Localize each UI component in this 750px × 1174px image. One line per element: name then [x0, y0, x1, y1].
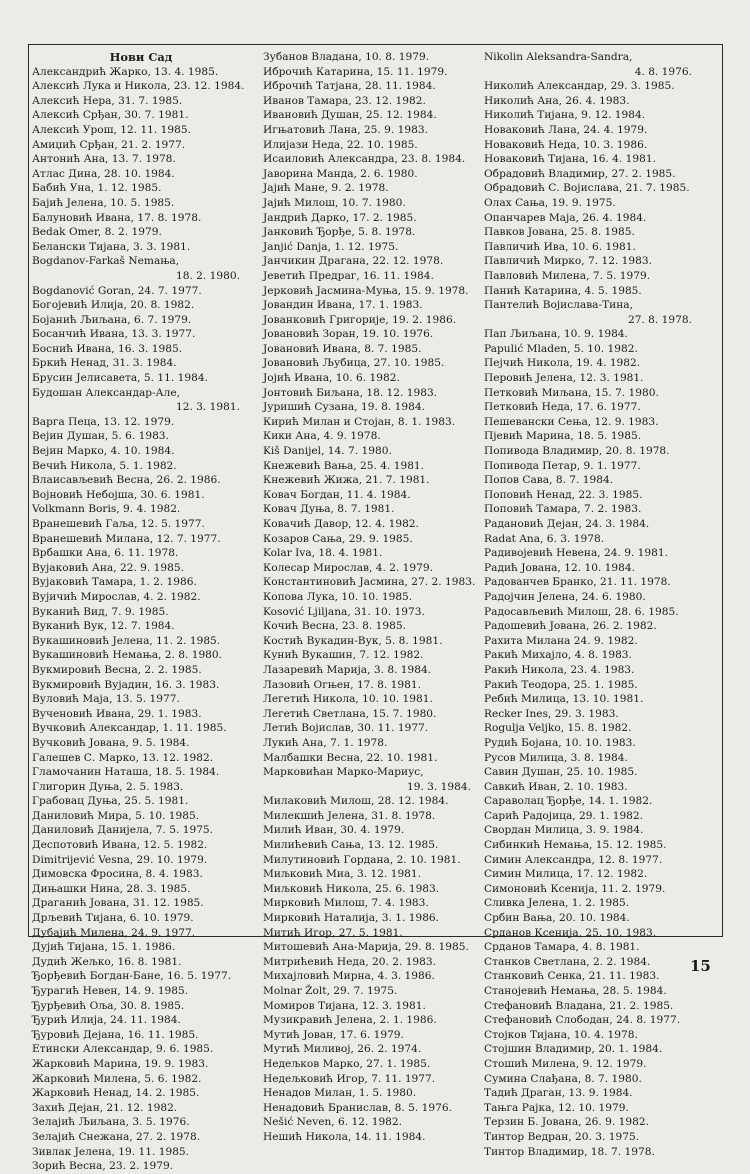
- list-entry: Bogdanović Goran, 24. 7. 1977.: [32, 284, 202, 297]
- list-entry: Вејин Душан, 5. 6. 1983.: [32, 430, 169, 443]
- list-entry: Нешић Никола, 14. 11. 1984.: [263, 1130, 426, 1143]
- list-entry: Врбашки Ана, 6. 11. 1978.: [32, 547, 179, 560]
- list-entry: Терзин Б. Јована, 26. 9. 1982.: [484, 1116, 649, 1129]
- list-entry: Алексић Лука и Никола, 23. 12. 1984.: [32, 80, 245, 93]
- list-entry: Атлас Дина, 28. 10. 1984.: [32, 167, 175, 180]
- list-entry: Ђорђевић Богдан-Бане, 16. 5. 1977.: [32, 970, 232, 983]
- list-entry: Павловић Милена, 7. 5. 1979.: [484, 269, 651, 282]
- list-entry: Захић Дејан, 21. 12. 1982.: [32, 1101, 178, 1114]
- list-entry: Станков Светлана, 2. 2. 1984.: [484, 955, 651, 968]
- list-entry: Попивода Петар, 9. 1. 1977.: [484, 459, 641, 472]
- list-entry: Миљковић Никола, 25. 6. 1983.: [263, 882, 440, 895]
- list-entry: Галешев С. Марко, 13. 12. 1982.: [32, 751, 214, 764]
- list-entry: Вуканић Вук, 12. 7. 1984.: [32, 620, 175, 633]
- list-entry: Недељковић Игор, 7. 11. 1977.: [263, 1072, 436, 1085]
- list-entry: Сарић Радојица, 29. 1. 1982.: [484, 809, 644, 822]
- list-entry: Лукић Ана, 7. 1. 1978.: [263, 736, 388, 749]
- list-entry: Исаиловић Александра, 23. 8. 1984.: [263, 153, 466, 166]
- list-entry: Molnar Žolt, 29. 7. 1975.: [263, 985, 398, 997]
- list-entry: Радановић Дејан, 24. 3. 1984.: [484, 518, 650, 530]
- list-entry: Ђурђевић Оља, 30. 8. 1985.: [32, 999, 185, 1012]
- list-entry: Србин Вања, 20. 10. 1984.: [484, 912, 630, 925]
- list-entry: Kosović Ljiljana, 31. 10. 1973.: [263, 605, 425, 618]
- list-entry: Ракић Никола, 23. 4. 1983.: [484, 663, 635, 676]
- list-entry: Мирковић Милош, 7. 4. 1983.: [263, 897, 429, 910]
- list-entry: Papulić Mladen, 5. 10. 1982.: [484, 342, 638, 355]
- list-entry: Иванов Тамара, 23. 12. 1982.: [263, 94, 426, 107]
- list-entry: Стошић Милена, 9. 12. 1979.: [484, 1057, 647, 1070]
- list-entry: Ђуровић Дејана, 16. 11. 1985.: [32, 1028, 199, 1041]
- list-entry: Глигорин Дуња, 2. 5. 1983.: [32, 780, 184, 793]
- list-entry: Лазовић Огњен, 17. 8. 1981.: [263, 678, 421, 691]
- list-entry: Драганић Јована, 31. 12. 1985.: [32, 897, 204, 910]
- list-entry: Зивлак Јелена, 19. 11. 1985.: [32, 1145, 190, 1158]
- list-entry: Влаисављевић Весна, 26. 2. 1986.: [32, 474, 221, 487]
- list-entry: Панић Катарина, 4. 5. 1985.: [484, 284, 642, 297]
- list-entry: Тадић Драган, 13. 9. 1984.: [484, 1087, 633, 1100]
- list-entry: Петковић Миљана, 15. 7. 1980.: [484, 386, 659, 399]
- list-entry: Ђурић Илија, 24. 11. 1984.: [32, 1014, 181, 1027]
- list-entry: Иброчић Катарина, 15. 11. 1979.: [263, 65, 448, 78]
- list-entry: Рахита Милана 24. 9. 1982.: [484, 634, 638, 647]
- list-entry: Стојков Тијана, 10. 4. 1978.: [484, 1028, 638, 1041]
- list-entry: Белански Тијана, 3. 3. 1981.: [32, 240, 191, 253]
- list-entry: Станковић Сенка, 21. 11. 1983.: [484, 970, 660, 983]
- list-entry: Бајић Јелена, 10. 5. 1985.: [32, 196, 175, 209]
- list-entry: Опанчарев Маја, 26. 4. 1984.: [484, 211, 647, 224]
- list-entry: Јаворина Манда, 2. 6. 1980.: [263, 167, 418, 180]
- list-entry: Rogulja Veljko, 15. 8. 1982.: [484, 722, 632, 735]
- list-entry: Вујаковић Ана, 22. 9. 1985.: [32, 561, 184, 574]
- list-entry: Митрићевић Неда, 20. 2. 1983.: [263, 955, 437, 968]
- page-number: 15: [690, 957, 711, 975]
- list-entry: Вуловић Маја, 13. 5. 1977.: [32, 693, 180, 706]
- list-entry: Игњатовић Лана, 25. 9. 1983.: [263, 123, 428, 136]
- list-entry: Савин Душан, 25. 10. 1985.: [484, 766, 638, 779]
- list-entry: Сибинкић Немања, 15. 12. 1985.: [484, 839, 667, 852]
- list-entry: Nikolin Aleksandra-Sandra,: [484, 51, 633, 63]
- list-entry: Лазаревић Марија, 3. 8. 1984.: [263, 663, 432, 676]
- list-entry: Миљковић Миа, 3. 12. 1981.: [263, 868, 422, 881]
- list-entry: Војновић Небојша, 30. 6. 1981.: [32, 488, 205, 501]
- list-entry: Ђурагић Невен, 14. 9. 1985.: [32, 985, 189, 997]
- list-entry: Тањга Рајка, 12. 10. 1979.: [484, 1101, 629, 1114]
- list-entry: Даниловић Мира, 5. 10. 1985.: [32, 809, 200, 822]
- list-entry: Ракић Михајло, 4. 8. 1983.: [484, 649, 632, 662]
- list-entry: Пејчић Никола, 19. 4. 1982.: [484, 357, 641, 370]
- list-entry: Ракић Теодора, 25. 1. 1985.: [484, 678, 638, 691]
- list-entry: Recker Ines, 29. 3. 1983.: [484, 707, 619, 720]
- list-entry: Симин Милица, 17. 12. 1982.: [484, 868, 648, 881]
- list-entry: Volkmann Boris, 9. 4. 1982.: [32, 503, 181, 516]
- entry-continuation: 19. 3. 1984.: [406, 780, 471, 793]
- list-entry: Nešić Neven, 6. 12. 1982.: [263, 1116, 403, 1129]
- list-entry: Вучковић Јована, 9. 5. 1984.: [32, 736, 190, 749]
- list-entry: Етински Александар, 9. 6. 1985.: [32, 1043, 214, 1056]
- list-entry: Иброчић Татјана, 28. 11. 1984.: [263, 80, 436, 93]
- list-entry: Малбашки Весна, 22. 10. 1981.: [263, 751, 438, 764]
- list-entry: Јовановић Љубица, 27. 10. 1985.: [263, 357, 445, 370]
- list-entry: Кнежевић Вања, 25. 4. 1981.: [263, 459, 425, 472]
- list-entry: Обрадовић Владимир, 27. 2. 1985.: [484, 167, 676, 180]
- list-entry: Радивојевић Невена, 24. 9. 1981.: [484, 547, 669, 560]
- list-entry: Радошевић Јована, 26. 2. 1982.: [484, 620, 657, 633]
- list-entry: Ненадов Милан, 1. 5. 1980.: [263, 1087, 417, 1100]
- list-entry: Срданов Ксенија, 25. 10. 1983.: [484, 926, 657, 939]
- column-2: [263, 50, 481, 1145]
- list-entry: Кики Ана, 4. 9. 1978.: [263, 430, 381, 443]
- list-entry: Janjić Danja, 1. 12. 1975.: [263, 240, 399, 253]
- list-entry: Симин Александра, 12. 8. 1977.: [484, 853, 663, 866]
- list-entry: Ненадовић Бранислав, 8. 5. 1976.: [263, 1101, 452, 1114]
- list-entry: Поповић Тамара, 7. 2. 1983.: [484, 503, 642, 516]
- list-entry: Попивода Владимир, 20. 8. 1978.: [484, 445, 670, 458]
- list-entry: Жарковић Милена, 5. 6. 1982.: [32, 1072, 202, 1085]
- list-entry: Будошан Александар-Але,: [32, 386, 181, 399]
- list-entry: Јојић Ивана, 10. 6. 1982.: [263, 372, 400, 385]
- list-entry: Вечић Никола, 5. 1. 1982.: [32, 459, 177, 472]
- list-entry: Перовић Јелена, 12. 3. 1981.: [484, 372, 644, 385]
- list-entry: Kolar Iva, 18. 4. 1981.: [263, 547, 383, 560]
- list-entry: Грабовац Дуња, 25. 5. 1981.: [32, 795, 189, 808]
- list-entry: Јеветић Предраг, 16. 11. 1984.: [263, 269, 434, 282]
- list-entry: Кунић Вукашин, 7. 12. 1982.: [263, 649, 424, 662]
- list-entry: Бркић Ненад, 31. 3. 1984.: [32, 357, 177, 370]
- list-entry: Јовановић Ивана, 8. 7. 1985.: [263, 342, 422, 355]
- list-entry: Деспотовић Ивана, 12. 5. 1982.: [32, 839, 208, 852]
- list-entry: Вукмировић Весна, 2. 2. 1985.: [32, 663, 202, 676]
- list-entry: Сливка Јелена, 1. 2. 1985.: [484, 897, 630, 910]
- list-entry: Радојчин Јелена, 24. 6. 1980.: [484, 590, 646, 603]
- list-entry: Јанчикин Драгана, 22. 12. 1978.: [263, 255, 444, 268]
- list-entry: Радосављевић Милош, 28. 6. 1985.: [484, 605, 679, 618]
- list-entry: Козаров Сања, 29. 9. 1985.: [263, 532, 413, 545]
- list-entry: Стефановић Владана, 21. 2. 1985.: [484, 999, 674, 1012]
- list-entry: Рудић Бојана, 10. 10. 1983.: [484, 736, 636, 749]
- list-entry: Зелајић Љиљана, 3. 5. 1976.: [32, 1116, 190, 1129]
- list-entry: Богојевић Илија, 20. 8. 1982.: [32, 299, 195, 312]
- list-entry: Легетић Светлана, 15. 7. 1980.: [263, 707, 437, 720]
- list-entry: Николић Александар, 29. 3. 1985.: [484, 80, 675, 93]
- list-entry: Алексић Урош, 12. 11. 1985.: [32, 123, 191, 136]
- list-entry: Јонтовић Биљана, 18. 12. 1983.: [263, 386, 438, 399]
- list-entry: Летић Војислав, 30. 11. 1977.: [263, 722, 429, 735]
- entry-continuation: 4. 8. 1976.: [634, 65, 692, 78]
- list-entry: Вукмировић Вујадин, 16. 3. 1983.: [32, 678, 220, 691]
- list-entry: Ивановић Душан, 25. 12. 1984.: [263, 109, 437, 122]
- list-entry: Петковић Неда, 17. 6. 1977.: [484, 401, 641, 414]
- list-entry: Радић Јована, 12. 10. 1984.: [484, 561, 635, 574]
- list-entry: Bogdanov-Farkaš Nemaња,: [32, 255, 180, 268]
- column-3: [484, 50, 702, 1159]
- list-entry: Сараволац Ђорђе, 14. 1. 1982.: [484, 795, 653, 808]
- list-entry: Dimitrijević Vesna, 29. 10. 1979.: [32, 853, 208, 866]
- list-entry: Павков Јована, 25. 8. 1985.: [484, 226, 635, 239]
- list-entry: Вуканић Вид, 7. 9. 1985.: [32, 605, 169, 618]
- list-entry: Варга Пеца, 13. 12. 1979.: [32, 415, 175, 428]
- list-entry: Дудић Жељко, 16. 8. 1981.: [32, 955, 182, 968]
- list-entry: Срданов Тамара, 4. 8. 1981.: [484, 941, 640, 954]
- list-entry: Милутиновић Гордана, 2. 10. 1981.: [263, 853, 461, 866]
- list-entry: Дињашки Нина, 28. 3. 1985.: [32, 882, 191, 895]
- list-entry: Јајић Милош, 10. 7. 1980.: [263, 196, 406, 209]
- list-entry: Николић Ана, 26. 4. 1983.: [484, 94, 630, 107]
- list-entry: Димовска Фросина, 8. 4. 1983.: [32, 868, 203, 881]
- list-entry: Амиџић Срђан, 21. 2. 1977.: [32, 138, 186, 151]
- list-entry: Ковач Дуња, 8. 7. 1981.: [263, 503, 395, 516]
- list-entry: Костић Вукадин-Вук, 5. 8. 1981.: [263, 634, 443, 647]
- list-entry: Зелајић Снежана, 27. 2. 1978.: [32, 1130, 201, 1143]
- list-entry: Пантелић Војислава-Тина,: [484, 299, 633, 312]
- list-entry: Копова Лука, 10. 10. 1985.: [263, 590, 413, 603]
- list-entry: Зубанов Владана, 10. 8. 1979.: [263, 51, 430, 63]
- list-entry: Тинтор Ведран, 20. 3. 1975.: [484, 1130, 640, 1143]
- list-entry: Пешевански Сења, 12. 9. 1983.: [484, 415, 659, 428]
- list-entry: Јуришић Сузана, 19. 8. 1984.: [263, 401, 425, 414]
- list-entry: Митић Игор, 27. 5. 1981.: [263, 926, 403, 939]
- list-entry: Ковачић Давор, 12. 4. 1982.: [263, 518, 419, 530]
- list-entry: Боснић Ивана, 16. 3. 1985.: [32, 342, 183, 355]
- list-entry: Михајловић Мирна, 4. 3. 1986.: [263, 970, 435, 983]
- list-entry: Илијази Неда, 22. 10. 1985.: [263, 138, 418, 151]
- list-entry: Вујаковић Тамара, 1. 2. 1986.: [32, 576, 197, 589]
- list-entry: Вукашиновић Немања, 2. 8. 1980.: [32, 649, 223, 662]
- list-entry: Кочић Весна, 23. 8. 1985.: [263, 620, 406, 633]
- entry-continuation: 12. 3. 1981.: [175, 401, 240, 414]
- list-entry: Свордан Милица, 3. 9. 1984.: [484, 824, 644, 837]
- list-entry: Даниловић Данијела, 7. 5. 1975.: [32, 824, 214, 837]
- list-entry: Дрљевић Тијана, 6. 10. 1979.: [32, 912, 194, 925]
- list-entry: Музикравић Јелена, 2. 1. 1986.: [263, 1014, 437, 1027]
- list-entry: Милићевић Сања, 13. 12. 1985.: [263, 839, 439, 852]
- list-entry: Недељков Марко, 27. 1. 1985.: [263, 1057, 431, 1070]
- list-entry: Антонић Ана, 13. 7. 1978.: [32, 153, 176, 166]
- list-entry: Bedak Omer, 8. 2. 1979.: [32, 226, 162, 239]
- list-entry: Легетић Никола, 10. 10. 1981.: [263, 693, 433, 706]
- list-entry: Гламочанин Наташа, 18. 5. 1984.: [32, 766, 220, 779]
- list-entry: Митошевић Ана-Марија, 29. 8. 1985.: [263, 941, 469, 954]
- list-entry: Стефановић Слободан, 24. 8. 1977.: [484, 1014, 681, 1027]
- list-entry: Марковићан Марко-Мариус,: [263, 766, 424, 779]
- list-entry: Новаковић Лана, 24. 4. 1979.: [484, 123, 648, 136]
- list-entry: Дубајић Милена, 24. 9. 1977.: [32, 926, 196, 939]
- list-entry: Кнежевић Жижа, 21. 7. 1981.: [263, 474, 430, 487]
- list-entry: Radat Ana, 6. 3. 1978.: [484, 532, 605, 545]
- list-entry: Мирковић Наталија, 3. 1. 1986.: [263, 912, 440, 925]
- list-entry: Стојшин Владимир, 20. 1. 1984.: [484, 1043, 663, 1056]
- list-entry: Савкић Иван, 2. 10. 1983.: [484, 780, 628, 793]
- list-entry: Зорић Весна, 23. 2. 1979.: [32, 1160, 174, 1173]
- list-entry: Милекшић Јелена, 31. 8. 1978.: [263, 809, 436, 822]
- list-entry: Јованковић Григорије, 19. 2. 1986.: [263, 313, 457, 326]
- list-entry: Олах Сања, 19. 9. 1975.: [484, 196, 616, 209]
- list-entry: Мутић Јован, 17. 6. 1979.: [263, 1028, 404, 1041]
- list-entry: Милић Иван, 30. 4. 1979.: [263, 824, 405, 837]
- list-entry: Ковач Богдан, 11. 4. 1984.: [263, 488, 411, 501]
- list-entry: Николић Тијана, 9. 12. 1984.: [484, 109, 646, 122]
- list-entry: Вученовић Ивана, 29. 1. 1983.: [32, 707, 202, 720]
- list-entry: Јајић Мане, 9. 2. 1978.: [263, 182, 389, 195]
- list-entry: Русов Милица, 3. 8. 1984.: [484, 751, 628, 764]
- list-entry: Сумина Слађана, 8. 7. 1980.: [484, 1072, 642, 1085]
- list-entry: Вукашиновић Јелена, 11. 2. 1985.: [32, 634, 221, 647]
- list-entry: Новаковић Тијана, 16. 4. 1981.: [484, 153, 656, 166]
- list-entry: Дујић Тијана, 15. 1. 1986.: [32, 941, 176, 954]
- entry-continuation: 27. 8. 1978.: [627, 313, 692, 326]
- list-entry: Жарковић Марина, 19. 9. 1983.: [32, 1057, 209, 1070]
- list-entry: Бојанић Љиљана, 6. 7. 1979.: [32, 313, 192, 326]
- list-entry: Босанчић Ивана, 13. 3. 1977.: [32, 328, 196, 341]
- list-entry: Ребић Милица, 13. 10. 1981.: [484, 693, 644, 706]
- list-entry: Вранешевић Гаља, 12. 5. 1977.: [32, 518, 205, 530]
- list-entry: Поповић Ненад, 22. 3. 1985.: [484, 488, 643, 501]
- list-entry: Алексић Срђан, 30. 7. 1981.: [32, 109, 189, 122]
- list-entry: Вранешевић Милана, 12. 7. 1977.: [32, 532, 221, 545]
- list-entry: Вејин Марко, 4. 10. 1984.: [32, 445, 175, 458]
- entry-continuation: 18. 2. 1980.: [175, 269, 240, 282]
- list-entry: Симоновић Ксенија, 11. 2. 1979.: [484, 882, 666, 895]
- list-entry: Јанковић Ђорђе, 5. 8. 1978.: [263, 226, 416, 239]
- list-entry: Вујичић Мирослав, 4. 2. 1982.: [32, 590, 201, 603]
- list-entry: Алексић Нера, 31. 7. 1985.: [32, 94, 183, 107]
- list-entry: Милаковић Милош, 28. 12. 1984.: [263, 795, 449, 808]
- section-heading: Нови Сад: [109, 50, 173, 64]
- list-entry: Александрић Жарко, 13. 4. 1985.: [32, 65, 219, 78]
- list-entry: Попов Сава, 8. 7. 1984.: [484, 474, 614, 487]
- list-entry: Пап Љиљана, 10. 9. 1984.: [484, 328, 628, 341]
- list-entry: Новаковић Неда, 10. 3. 1986.: [484, 138, 648, 151]
- list-entry: Колесар Мирослав, 4. 2. 1979.: [263, 561, 433, 574]
- list-entry: Кирић Милан и Стојан, 8. 1. 1983.: [263, 415, 456, 428]
- column-1: [32, 50, 250, 1174]
- list-entry: Вучковић Александар, 1. 11. 1985.: [32, 722, 227, 735]
- list-entry: Обрадовић С. Војислава, 21. 7. 1985.: [484, 182, 690, 195]
- list-entry: Јовандин Ивана, 17. 1. 1983.: [263, 299, 423, 312]
- list-entry: Павличић Мирко, 7. 12. 1983.: [484, 255, 653, 268]
- list-entry: Пјевић Марина, 18. 5. 1985.: [484, 430, 642, 443]
- list-entry: Јандрић Дарко, 17. 2. 1985.: [263, 211, 417, 224]
- list-entry: Станојевић Немања, 28. 5. 1984.: [484, 985, 667, 997]
- list-entry: Балуновић Ивана, 17. 8. 1978.: [32, 211, 202, 224]
- list-entry: Жарковић Ненад, 14. 2. 1985.: [32, 1087, 200, 1100]
- list-entry: Јовановић Зоран, 19. 10. 1976.: [263, 328, 434, 341]
- list-entry: Брусин Јелисавета, 5. 11. 1984.: [32, 372, 208, 385]
- list-entry: Павличић Ива, 10. 6. 1981.: [484, 240, 636, 253]
- list-entry: Kiš Danijel, 14. 7. 1980.: [263, 445, 392, 458]
- list-entry: Момиров Тијана, 12. 3. 1981.: [263, 999, 426, 1012]
- list-entry: Бабић Уна, 1. 12. 1985.: [32, 182, 162, 195]
- list-entry: Јерковић Јасмина-Муња, 15. 9. 1978.: [263, 284, 469, 297]
- list-entry: Радованчев Бранко, 21. 11. 1978.: [484, 576, 671, 589]
- list-entry: Константиновић Јасмина, 27. 2. 1983.: [263, 576, 476, 589]
- list-entry: Мутић Миливој, 26. 2. 1974.: [263, 1043, 422, 1056]
- list-entry: Тинтор Владимир, 18. 7. 1978.: [484, 1145, 655, 1158]
